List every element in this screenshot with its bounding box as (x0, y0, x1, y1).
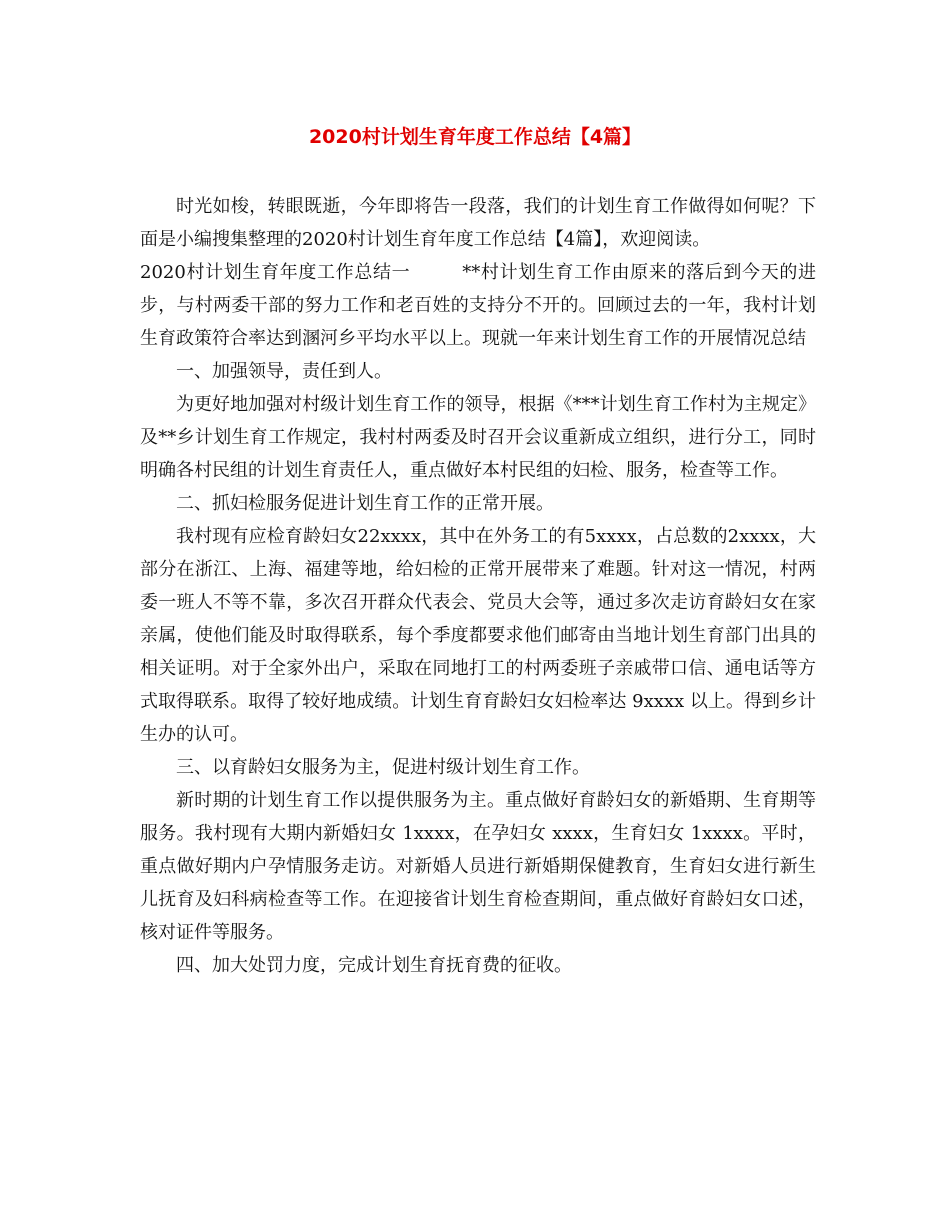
document-body (140, 190, 816, 982)
section-one-text: **村计划生育工作由原来的落后到今天的进步，与村两委干部的努力工作和老百姓的支持分不开的。回顾过去的一年，我村计划生育政策符合率达到溷河乡平均水平以上。现就一年来计划生育工作的开展情况总结 (140, 262, 817, 349)
document-title: 2020村计划生育年度工作总结【4篇】 (308, 126, 642, 148)
section-one-paragraph (140, 256, 816, 355)
heading-four: 四、加大处罚力度，完成计划生育抚育费的征收。 (176, 955, 572, 976)
paragraph-three: 新时期的计划生育工作以提供服务为主。重点做好育龄妇女的新婚期、生育期等服务。我村现有大期内新婚妇女 1xxxx，在孕妇女 xxxx，生育妇女 1xxxx。平时，重点做好期内户孕情服务走访。对新婚人员进行新婚期保健教育，生育妇女进行新生儿抚育及妇科病检查等工作。在迎接省计划生育检查期间，重点做好育龄妇女口述，核对证件等服务。 (140, 790, 816, 943)
heading-one: 一、加强领导，责任到人。 (176, 361, 392, 382)
heading-three: 三、以育龄妇女服务为主，促进村级计划生育工作。 (176, 757, 590, 778)
paragraph-one: 为更好地加强对村级计划生育工作的领导，根据《***计划生育工作村为主规定》及**乡计划生育工作规定，我村村两委及时召开会议重新成立组织，进行分工，同时明确各村民组的计划生育责任人，重点做好本村民组的妇检、服务，检查等工作。 (140, 394, 816, 481)
heading-two: 二、抓妇检服务促进计划生育工作的正常开展。 (176, 493, 554, 514)
intro-paragraph: 时光如梭，转眼既逝，今年即将告一段落，我们的计划生育工作做得如何呢？下面是小编搜集整理的2020村计划生育年度工作总结【4篇】，欢迎阅读。 (140, 196, 816, 250)
section-one-label: 2020村计划生育年度工作总结一 (140, 262, 411, 283)
paragraph-two: 我村现有应检育龄妇女22xxxx，其中在外务工的有5xxxx，占总数的2xxxx，大部分在浙江、上海、福建等地，给妇检的正常开展带来了难题。针对这一情况，村两委一班人不等不靠，多次召开群众代表会、党员大会等，通过多次走访育龄妇女在家亲属，使他们能及时取得联系，每个季度都要求他们邮寄由当地计划生育部门出具的相关证明。对于全家外出户，采取在同地打工的村两委班子亲戚带口信、通电话等方式取得联系。取得了较好地成绩。计划生育育龄妇女妇检率达 9xxxx 以上。得到乡计生办的认可。 (140, 526, 816, 745)
